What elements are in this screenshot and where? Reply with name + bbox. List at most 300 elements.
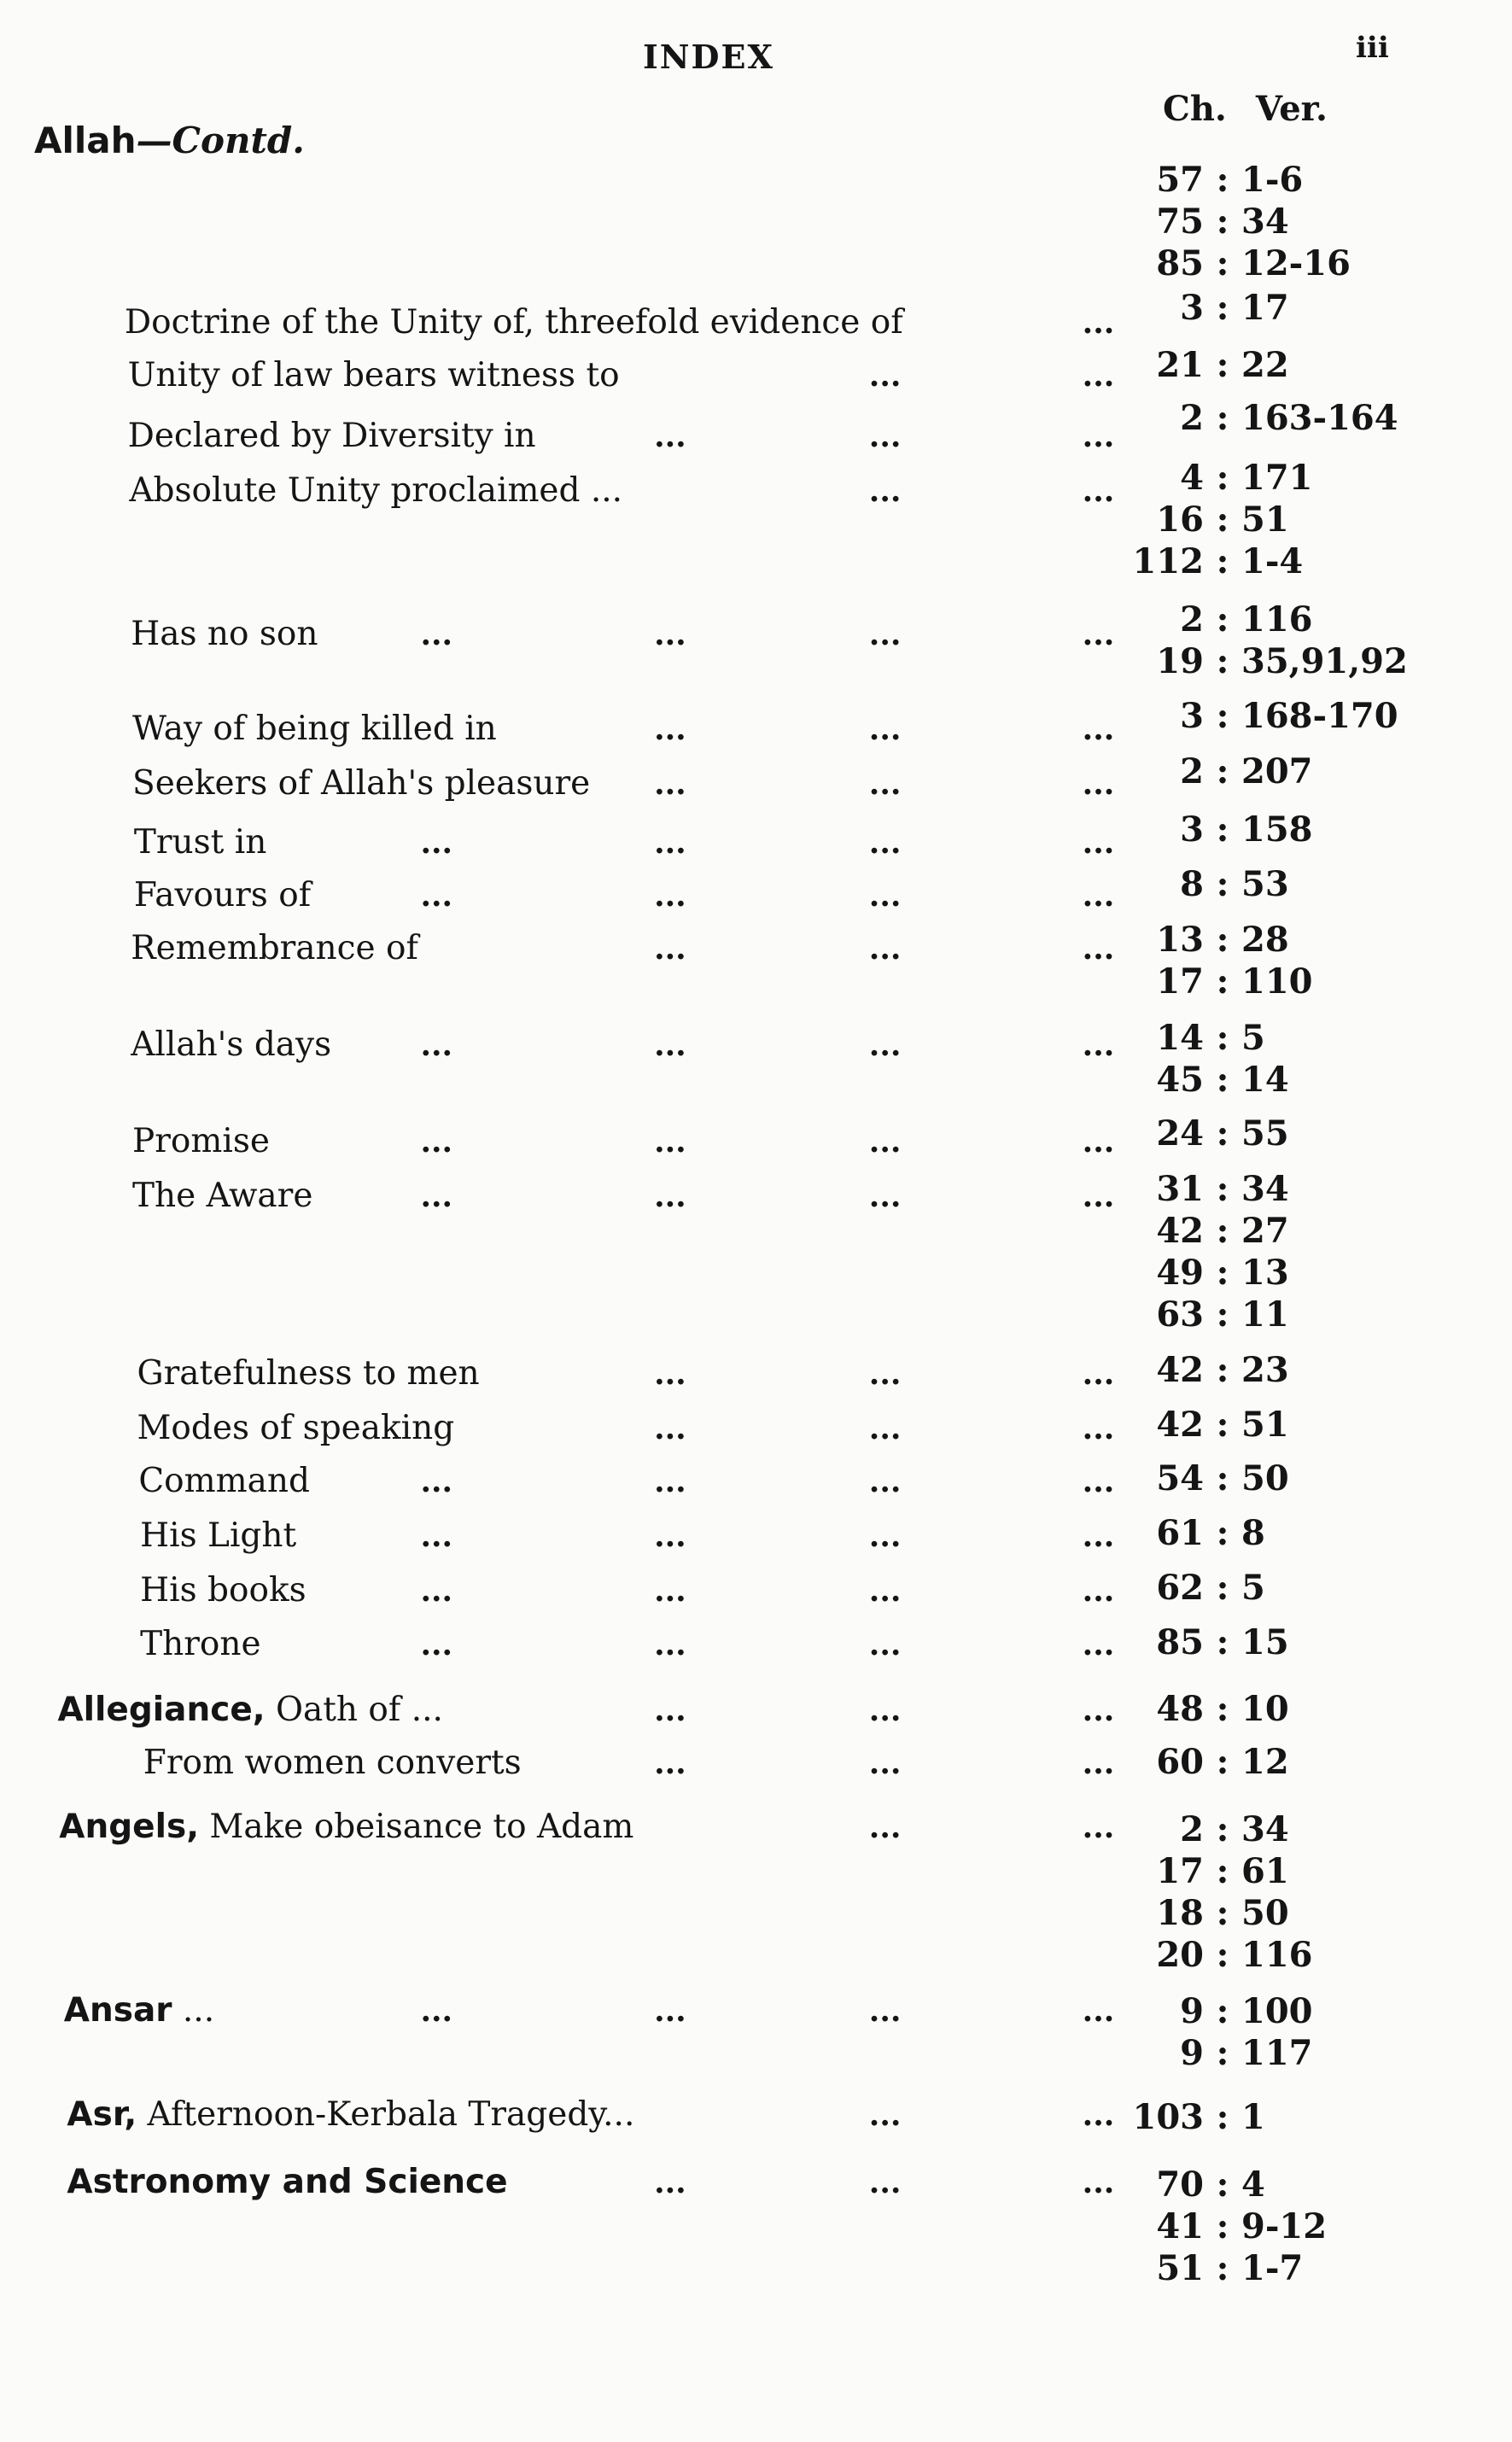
leader-dots: ... bbox=[868, 1745, 902, 1782]
leader-dots: ... bbox=[1082, 931, 1115, 967]
leader-dots: ... bbox=[654, 1692, 686, 1729]
leader-dots: ... bbox=[420, 878, 453, 914]
reference bbox=[1110, 641, 1408, 683]
chapter-number: 31 bbox=[1156, 1169, 1204, 1210]
reference bbox=[1110, 2164, 1265, 2206]
separator: : bbox=[1216, 499, 1229, 540]
reference bbox=[1110, 1851, 1289, 1893]
leader-dots: ... bbox=[868, 710, 902, 747]
leader-dots: ... bbox=[1082, 1692, 1115, 1729]
verse-number: 163-164 bbox=[1241, 398, 1398, 439]
leader-dots: ... bbox=[654, 418, 686, 455]
reference bbox=[1110, 1060, 1289, 1101]
separator: : bbox=[1216, 1892, 1229, 1933]
leader-dots: ... bbox=[868, 1692, 902, 1729]
leader-dots: ... bbox=[868, 765, 902, 802]
chapter-number: 3 bbox=[1180, 695, 1204, 736]
leader-dots: ... bbox=[654, 616, 686, 652]
separator: : bbox=[1216, 1169, 1229, 1210]
leader-dots: ... bbox=[1082, 1410, 1115, 1446]
leader-dots: ... bbox=[654, 931, 686, 967]
verse-number: 110 bbox=[1241, 961, 1313, 1002]
separator: : bbox=[1216, 1621, 1229, 1662]
leader-dots: ... bbox=[868, 357, 902, 394]
separator: : bbox=[1216, 1991, 1229, 2032]
separator: : bbox=[1216, 1404, 1229, 1445]
verse-number: 1 bbox=[1241, 2097, 1265, 2138]
leader-dots: ... bbox=[1082, 1572, 1115, 1609]
separator: : bbox=[1216, 1113, 1229, 1154]
verse-number: 158 bbox=[1241, 809, 1313, 850]
entry-text: Seekers of Allah's pleasure bbox=[132, 763, 591, 803]
leader-dots: ... bbox=[868, 878, 902, 914]
separator: : bbox=[1216, 243, 1229, 284]
verse-number: 55 bbox=[1241, 1113, 1289, 1154]
verse-number: 13 bbox=[1241, 1253, 1289, 1294]
chapter-number: 18 bbox=[1156, 1892, 1204, 1933]
leader-dots: ... bbox=[868, 472, 902, 509]
leader-dots: ... bbox=[420, 1124, 453, 1160]
reference bbox=[1110, 2033, 1313, 2075]
separator: : bbox=[1216, 961, 1229, 1002]
reference bbox=[1110, 1893, 1289, 1935]
verse-number: 5 bbox=[1241, 1568, 1265, 1609]
reference bbox=[1110, 1018, 1265, 1060]
leader-dots: ... bbox=[868, 1124, 902, 1160]
index-entry bbox=[140, 1516, 296, 1555]
leader-dots: ... bbox=[1082, 1745, 1115, 1782]
separator: : bbox=[1216, 2247, 1229, 2288]
reference bbox=[1110, 1935, 1313, 1977]
reference bbox=[1110, 202, 1289, 243]
separator: : bbox=[1216, 1513, 1229, 1554]
leader-dots: ... bbox=[1082, 1993, 1115, 2030]
section-heading bbox=[34, 120, 305, 161]
chapter-number: 62 bbox=[1156, 1568, 1204, 1609]
separator: : bbox=[1216, 1253, 1229, 1294]
verse-number: 116 bbox=[1241, 599, 1313, 640]
leader-dots: ... bbox=[654, 1027, 686, 1064]
leader-dots: ... bbox=[1082, 710, 1115, 747]
chapter-number: 112 bbox=[1132, 540, 1204, 581]
leader-dots: ... bbox=[420, 1463, 453, 1499]
separator: : bbox=[1216, 1850, 1229, 1891]
leader-dots: ... bbox=[868, 1627, 902, 1663]
reference bbox=[1110, 345, 1289, 387]
verse-number: 50 bbox=[1241, 1892, 1289, 1933]
entry-term: Asr, bbox=[67, 2095, 137, 2135]
separator: : bbox=[1216, 345, 1229, 386]
reference bbox=[1110, 599, 1313, 641]
reference bbox=[1110, 920, 1289, 961]
chapter-number: 85 bbox=[1156, 1621, 1204, 1662]
verse-number: 171 bbox=[1241, 457, 1313, 498]
reference bbox=[1110, 1689, 1289, 1731]
leader-dots: ... bbox=[868, 1993, 902, 2030]
index-entry bbox=[132, 764, 590, 803]
reference bbox=[1110, 1405, 1289, 1446]
verse-number: 34 bbox=[1241, 202, 1289, 242]
reference bbox=[1110, 1350, 1289, 1392]
chapter-number: 4 bbox=[1180, 457, 1204, 498]
chapter-number: 16 bbox=[1156, 499, 1204, 540]
separator: : bbox=[1216, 1458, 1229, 1499]
reference bbox=[1110, 1211, 1289, 1253]
verse-number: 50 bbox=[1241, 1458, 1289, 1499]
separator: : bbox=[1216, 2164, 1229, 2205]
page-number: iii bbox=[1356, 31, 1389, 65]
separator: : bbox=[1216, 599, 1229, 640]
chapter-number: 9 bbox=[1180, 1991, 1204, 2032]
reference bbox=[1110, 1294, 1289, 1336]
reference bbox=[1110, 160, 1303, 202]
separator: : bbox=[1216, 1018, 1229, 1059]
verse-number: 51 bbox=[1241, 1404, 1289, 1445]
verse-number: 11 bbox=[1241, 1294, 1289, 1335]
entry-term: Allegiance, bbox=[57, 1691, 266, 1730]
chapter-number: 17 bbox=[1156, 961, 1204, 1002]
leader-dots: ... bbox=[654, 1124, 686, 1160]
leader-dots: ... bbox=[420, 1572, 453, 1609]
leader-dots: ... bbox=[1082, 1808, 1115, 1845]
entry-term: Angels, bbox=[59, 1807, 200, 1846]
verse-number: 100 bbox=[1241, 1991, 1313, 2032]
verse-number: 12-16 bbox=[1241, 243, 1351, 284]
chapter-number: 20 bbox=[1156, 1934, 1204, 1975]
verse-number: 15 bbox=[1241, 1621, 1289, 1662]
leader-dots: ... bbox=[868, 2097, 902, 2134]
leader-dots: ... bbox=[654, 2164, 686, 2200]
reference bbox=[1110, 1169, 1289, 1211]
entry-text: Trust in bbox=[133, 823, 267, 862]
reference bbox=[1110, 541, 1303, 583]
leader-dots: ... bbox=[1082, 357, 1115, 394]
entry-text: Favours of bbox=[133, 876, 312, 915]
entry-text: The Aware bbox=[132, 1177, 313, 1216]
chapter-column-header: Ch. bbox=[1163, 89, 1227, 129]
chapter-number: 2 bbox=[1180, 1808, 1204, 1849]
separator: : bbox=[1216, 2205, 1229, 2246]
reference bbox=[1110, 458, 1313, 500]
verse-number: 117 bbox=[1241, 2033, 1313, 2074]
leader-dots: ... bbox=[868, 1572, 902, 1609]
leader-dots: ... bbox=[1082, 1517, 1115, 1554]
separator: : bbox=[1216, 457, 1229, 498]
verse-number: 8 bbox=[1241, 1513, 1265, 1554]
separator: : bbox=[1216, 202, 1229, 242]
leader-dots: ... bbox=[1082, 825, 1115, 862]
index-entry bbox=[67, 2163, 507, 2201]
separator: : bbox=[1216, 695, 1229, 736]
entry-text: Allah's days bbox=[131, 1025, 332, 1065]
verse-number: 34 bbox=[1241, 1169, 1289, 1210]
separator: : bbox=[1216, 809, 1229, 850]
entry-text: His Light bbox=[140, 1516, 297, 1555]
verse-number: 5 bbox=[1241, 1018, 1265, 1059]
chapter-number: 70 bbox=[1156, 2164, 1204, 2205]
index-entry bbox=[137, 1354, 480, 1393]
separator: : bbox=[1216, 1211, 1229, 1252]
leader-dots: ... bbox=[868, 1178, 902, 1215]
separator: : bbox=[1216, 640, 1229, 681]
chapter-number: 8 bbox=[1180, 863, 1204, 904]
reference bbox=[1110, 1991, 1313, 2033]
leader-dots: ... bbox=[868, 931, 902, 967]
leader-dots: ... bbox=[420, 1178, 453, 1215]
separator: : bbox=[1216, 1349, 1229, 1390]
entry-term: Ansar bbox=[63, 1991, 172, 2030]
leader-dots: ... bbox=[654, 710, 686, 747]
index-entry bbox=[131, 929, 418, 967]
leader-dots: ... bbox=[1082, 1463, 1115, 1499]
chapter-number: 3 bbox=[1180, 287, 1204, 328]
verse-number: 1-6 bbox=[1241, 160, 1304, 201]
reference bbox=[1110, 2097, 1265, 2139]
chapter-number: 17 bbox=[1156, 1850, 1204, 1891]
verse-number: 35,91,92 bbox=[1241, 640, 1408, 681]
chapter-number: 85 bbox=[1156, 243, 1204, 284]
index-entry bbox=[64, 1991, 214, 2030]
entry-text: Doctrine of the Unity of, threefold evidence of bbox=[124, 302, 903, 342]
verse-number: 17 bbox=[1241, 287, 1289, 328]
reference bbox=[1110, 288, 1289, 330]
leader-dots: ... bbox=[868, 1410, 902, 1446]
reference bbox=[1110, 864, 1289, 906]
section-contd: —Contd. bbox=[136, 120, 305, 161]
chapter-number: 45 bbox=[1156, 1060, 1204, 1101]
leader-dots: ... bbox=[1082, 304, 1115, 341]
index-entry bbox=[125, 303, 903, 342]
index-entry bbox=[59, 1808, 633, 1846]
leader-dots: ... bbox=[868, 1517, 902, 1554]
separator: : bbox=[1216, 863, 1229, 904]
leader-dots: ... bbox=[868, 1027, 902, 1064]
separator: : bbox=[1216, 1934, 1229, 1975]
separator: : bbox=[1216, 540, 1229, 581]
reference bbox=[1110, 1253, 1289, 1294]
chapter-number: 60 bbox=[1156, 1742, 1204, 1783]
leader-dots: ... bbox=[654, 765, 686, 802]
leader-dots: ... bbox=[868, 1356, 902, 1393]
leader-dots: ... bbox=[1082, 1178, 1115, 1215]
separator: : bbox=[1216, 1742, 1229, 1783]
verse-number: 14 bbox=[1241, 1060, 1289, 1101]
leader-dots: ... bbox=[420, 1627, 453, 1663]
index-entry bbox=[67, 2095, 634, 2134]
chapter-number: 51 bbox=[1156, 2247, 1204, 2288]
leader-dots: ... bbox=[654, 1356, 686, 1393]
verse-number: 12 bbox=[1241, 1742, 1289, 1783]
section-term: Allah bbox=[34, 120, 137, 161]
verse-number: 1-4 bbox=[1241, 540, 1304, 581]
leader-dots: ... bbox=[1082, 1027, 1115, 1064]
leader-dots: ... bbox=[1082, 2097, 1115, 2134]
separator: : bbox=[1216, 1060, 1229, 1101]
entry-text: Way of being killed in bbox=[132, 709, 497, 748]
entry-text: Oath of ... bbox=[276, 1691, 443, 1730]
index-entry bbox=[143, 1744, 522, 1782]
reference bbox=[1110, 243, 1351, 285]
index-entry bbox=[134, 876, 311, 914]
entry-text: Declared by Diversity in bbox=[127, 417, 536, 456]
verse-number: 4 bbox=[1241, 2164, 1265, 2205]
verse-number: 53 bbox=[1241, 863, 1289, 904]
leader-dots: ... bbox=[420, 616, 453, 652]
separator: : bbox=[1216, 920, 1229, 961]
leader-dots: ... bbox=[868, 1808, 902, 1845]
leader-dots: ... bbox=[654, 1745, 686, 1782]
page-title: INDEX bbox=[643, 38, 774, 76]
chapter-number: 103 bbox=[1132, 2097, 1204, 2138]
reference bbox=[1110, 2206, 1327, 2248]
leader-dots: ... bbox=[420, 1517, 453, 1554]
leader-dots: ... bbox=[1082, 472, 1115, 509]
separator: : bbox=[1216, 751, 1229, 792]
leader-dots: ... bbox=[868, 825, 902, 862]
verse-number: 27 bbox=[1241, 1211, 1289, 1252]
reference bbox=[1110, 1809, 1289, 1851]
index-entry bbox=[128, 417, 536, 455]
entry-text: Make obeisance to Adam bbox=[209, 1807, 634, 1846]
entry-text: Unity of law bears witness to bbox=[127, 355, 620, 394]
reference bbox=[1110, 1113, 1289, 1155]
separator: : bbox=[1216, 1689, 1229, 1730]
leader-dots: ... bbox=[654, 1572, 686, 1609]
separator: : bbox=[1216, 2097, 1229, 2138]
index-entry bbox=[140, 1571, 306, 1610]
reference bbox=[1110, 398, 1398, 440]
chapter-number: 42 bbox=[1156, 1404, 1204, 1445]
verse-number: 168-170 bbox=[1241, 695, 1398, 736]
separator: : bbox=[1216, 160, 1229, 201]
separator: : bbox=[1216, 1568, 1229, 1609]
reference bbox=[1110, 1458, 1289, 1500]
chapter-number: 9 bbox=[1180, 2033, 1204, 2074]
leader-dots: ... bbox=[1082, 1124, 1115, 1160]
reference bbox=[1110, 500, 1289, 541]
chapter-number: 21 bbox=[1156, 345, 1204, 386]
reference bbox=[1110, 751, 1313, 793]
index-entry bbox=[138, 1462, 310, 1500]
entry-text: Throne bbox=[140, 1625, 261, 1664]
leader-dots: ... bbox=[654, 1993, 686, 2030]
verse-number: 207 bbox=[1241, 751, 1313, 792]
verse-number: 9-12 bbox=[1241, 2205, 1328, 2246]
leader-dots: ... bbox=[654, 1178, 686, 1215]
chapter-number: 2 bbox=[1180, 751, 1204, 792]
entry-text: Absolute Unity proclaimed ... bbox=[129, 470, 623, 510]
reference bbox=[1110, 696, 1398, 738]
chapter-number: 54 bbox=[1156, 1458, 1204, 1499]
index-entry bbox=[132, 710, 497, 748]
entry-text: From women converts bbox=[143, 1744, 522, 1783]
verse-number: 23 bbox=[1241, 1349, 1289, 1390]
chapter-number: 75 bbox=[1156, 202, 1204, 242]
entry-text: His books bbox=[140, 1570, 306, 1610]
verse-column-header: Ver. bbox=[1255, 89, 1328, 129]
chapter-number: 42 bbox=[1156, 1349, 1204, 1390]
chapter-number: 19 bbox=[1156, 640, 1204, 681]
chapter-number: 61 bbox=[1156, 1513, 1204, 1554]
leader-dots: ... bbox=[420, 825, 453, 862]
reference bbox=[1110, 1742, 1289, 1784]
verse-number: 61 bbox=[1241, 1850, 1289, 1891]
chapter-number: 13 bbox=[1156, 920, 1204, 961]
index-entry bbox=[131, 1025, 331, 1064]
chapter-number: 2 bbox=[1180, 599, 1204, 640]
reference bbox=[1110, 2248, 1303, 2290]
leader-dots: ... bbox=[868, 616, 902, 652]
leader-dots: ... bbox=[420, 1993, 453, 2030]
leader-dots: ... bbox=[654, 1627, 686, 1663]
entry-text: ... bbox=[182, 1991, 215, 2030]
reference bbox=[1110, 961, 1313, 1003]
separator: : bbox=[1216, 398, 1229, 439]
leader-dots: ... bbox=[420, 1027, 453, 1064]
entry-text: Has no son bbox=[131, 614, 318, 653]
chapter-number: 48 bbox=[1156, 1689, 1204, 1730]
leader-dots: ... bbox=[1082, 765, 1115, 802]
separator: : bbox=[1216, 1294, 1229, 1335]
reference bbox=[1110, 809, 1313, 851]
leader-dots: ... bbox=[868, 2164, 902, 2200]
separator: : bbox=[1216, 1808, 1229, 1849]
leader-dots: ... bbox=[868, 1463, 902, 1499]
chapter-number: 14 bbox=[1156, 1018, 1204, 1059]
entry-text: Afternoon-Kerbala Tragedy... bbox=[147, 2095, 635, 2135]
index-entry bbox=[129, 471, 622, 510]
verse-number: 34 bbox=[1241, 1808, 1289, 1849]
chapter-number: 57 bbox=[1156, 160, 1204, 201]
leader-dots: ... bbox=[868, 418, 902, 455]
leader-dots: ... bbox=[1082, 2164, 1115, 2200]
chapter-number: 41 bbox=[1156, 2205, 1204, 2246]
leader-dots: ... bbox=[654, 825, 686, 862]
leader-dots: ... bbox=[1082, 418, 1115, 455]
leader-dots: ... bbox=[1082, 878, 1115, 914]
entry-text: Remembrance of bbox=[131, 929, 418, 968]
entry-text: Promise bbox=[132, 1122, 270, 1161]
chapter-number: 3 bbox=[1180, 809, 1204, 850]
reference bbox=[1110, 1622, 1289, 1664]
index-entry bbox=[57, 1691, 442, 1729]
separator: : bbox=[1216, 287, 1229, 328]
chapter-number: 42 bbox=[1156, 1211, 1204, 1252]
index-entry bbox=[132, 1122, 270, 1160]
index-entry bbox=[134, 823, 266, 862]
verse-number: 51 bbox=[1241, 499, 1289, 540]
leader-dots: ... bbox=[1082, 1356, 1115, 1393]
verse-number: 10 bbox=[1241, 1689, 1289, 1730]
leader-dots: ... bbox=[654, 1517, 686, 1554]
leader-dots: ... bbox=[1082, 616, 1115, 652]
entry-text: Command bbox=[138, 1461, 310, 1500]
column-headers bbox=[1163, 89, 1357, 129]
verse-number: 28 bbox=[1241, 920, 1289, 961]
entry-text: Gratefulness to men bbox=[137, 1354, 480, 1393]
index-entry bbox=[140, 1625, 260, 1663]
index-entry bbox=[131, 615, 318, 653]
chapter-number: 49 bbox=[1156, 1253, 1204, 1294]
index-entry bbox=[132, 1177, 312, 1215]
leader-dots: ... bbox=[1082, 1627, 1115, 1663]
leader-dots: ... bbox=[654, 1463, 686, 1499]
verse-number: 116 bbox=[1241, 1934, 1313, 1975]
entry-term: Astronomy and Science bbox=[67, 2162, 508, 2201]
entry-text: Modes of speaking bbox=[137, 1408, 455, 1447]
leader-dots: ... bbox=[654, 878, 686, 914]
chapter-number: 24 bbox=[1156, 1113, 1204, 1154]
